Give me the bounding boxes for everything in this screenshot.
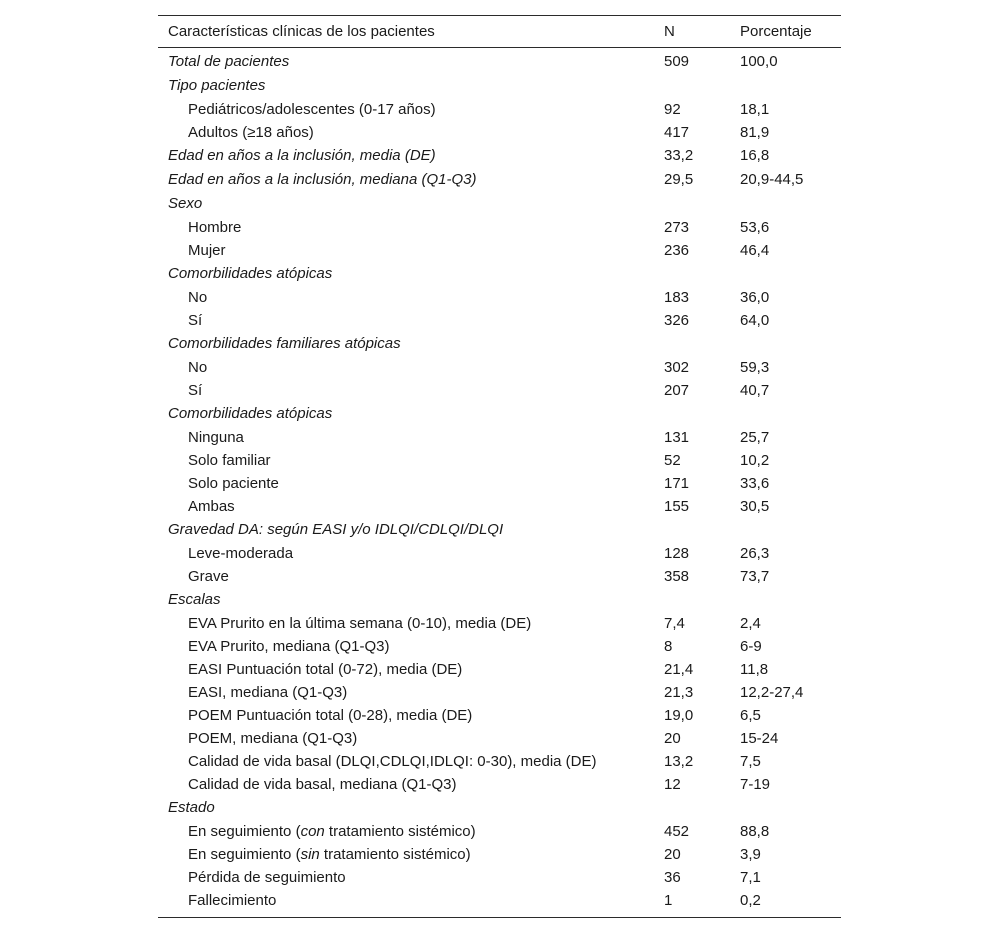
row-percentage: 7-19 [740,776,771,793]
table-row [158,449,841,472]
row-label: Leve-moderada [188,545,294,562]
row-label-part: tratamiento sistémico) [324,823,476,840]
row-label: Hombre [188,219,242,236]
row-n: 171 [664,475,690,492]
row-label: Sexo [168,195,203,212]
table-row [158,727,841,750]
row-percentage: 30,5 [740,498,770,515]
row-n: 452 [664,823,690,840]
table-row [158,542,841,565]
table-row [158,121,841,144]
row-n: 8 [664,638,673,655]
table-row [158,239,841,262]
row-n: 92 [664,101,681,118]
row-n: 326 [664,312,690,329]
row-percentage: 53,6 [740,219,770,236]
row-label: No [188,359,208,376]
row-label: Estado [168,799,215,816]
row-label: Sí [188,382,203,399]
table-row [158,773,841,796]
row-label: EVA Prurito en la última semana (0-10), media (DE) [188,615,532,632]
row-label: Edad en años a la inclusión, media (DE) [168,147,436,164]
table-row [158,495,841,518]
row-label: Fallecimiento [188,892,277,909]
row-n: 13,2 [664,753,694,770]
table-row [158,843,841,866]
row-n: 7,4 [664,615,685,632]
row-label: Comorbilidades atópicas [168,265,333,282]
table-row [158,356,841,379]
table-section-row [158,74,841,98]
table-row [158,820,841,843]
row-percentage: 64,0 [740,312,770,329]
table-row [158,866,841,889]
row-label: Escalas [168,591,221,608]
table-row [158,309,841,332]
row-percentage: 20,9-44,5 [740,171,804,188]
row-label: EASI Puntuación total (0-72), media (DE) [188,661,463,678]
row-n: 33,2 [664,147,694,164]
table-bottom-rule [158,917,841,918]
row-label: Total de pacientes [168,53,290,70]
table-row [158,286,841,309]
header-n: N [664,23,675,40]
row-label: POEM, mediana (Q1-Q3) [188,730,358,747]
row-n: 509 [664,53,690,70]
row-percentage: 59,3 [740,359,770,376]
row-percentage: 73,7 [740,568,770,585]
row-n: 131 [664,429,690,446]
row-label: Tipo pacientes [168,77,266,94]
row-label: Pediátricos/adolescentes (0-17 años) [188,101,436,118]
table-section-row [158,588,841,612]
row-label [158,820,664,843]
row-label: Grave [188,568,229,585]
row-label-part: sin [300,846,320,863]
row-label-part: con [300,823,325,840]
row-label: Edad en años a la inclusión, mediana (Q1-Q3) [168,171,477,188]
row-label: Adultos (≥18 años) [188,124,314,141]
row-n: 1 [664,892,673,909]
row-label-part: En seguimiento ( [188,846,301,863]
table-section-row [158,518,841,542]
row-percentage: 6-9 [740,638,762,655]
row-n: 236 [664,242,690,259]
row-n: 207 [664,382,690,399]
table-section-row [158,796,841,820]
row-percentage: 16,8 [740,147,770,164]
row-n: 19,0 [664,707,694,724]
row-label: Solo paciente [188,475,279,492]
table-row [158,216,841,239]
row-percentage: 2,4 [740,615,761,632]
row-label: Ninguna [188,429,244,446]
table-row [158,472,841,495]
row-n: 21,3 [664,684,694,701]
row-label: Ambas [188,498,235,515]
row-label: EASI, mediana (Q1-Q3) [188,684,348,701]
table-section-row [158,192,841,216]
row-n: 36 [664,869,681,886]
row-n: 52 [664,452,681,469]
row-n: 20 [664,846,681,863]
row-label: Solo familiar [188,452,271,469]
row-percentage: 15-24 [740,730,779,747]
row-label: EVA Prurito, mediana (Q1-Q3) [188,638,390,655]
row-percentage: 88,8 [740,823,770,840]
row-percentage: 18,1 [740,101,770,118]
table-section-row [158,50,841,74]
row-label-part: En seguimiento ( [188,823,301,840]
table-row [158,704,841,727]
table-section-row [158,402,841,426]
row-label: Pérdida de seguimiento [188,869,346,886]
row-label: Comorbilidades atópicas [168,405,333,422]
table-row [158,426,841,449]
row-percentage: 81,9 [740,124,770,141]
table-section-row [158,168,841,192]
row-n: 273 [664,219,690,236]
row-n: 29,5 [664,171,694,188]
row-n: 21,4 [664,661,694,678]
row-label: Calidad de vida basal, mediana (Q1-Q3) [188,776,457,793]
row-n: 128 [664,545,690,562]
row-percentage: 3,9 [740,846,761,863]
row-percentage: 0,2 [740,892,761,909]
table-section-row [158,332,841,356]
table-section-row [158,144,841,168]
row-n: 358 [664,568,690,585]
row-label: Calidad de vida basal (DLQI,CDLQI,IDLQI: 0-30), media (DE) [188,753,597,770]
row-label: Mujer [188,242,226,259]
row-n: 417 [664,124,690,141]
row-percentage: 100,0 [740,53,778,70]
table-row [158,379,841,402]
row-percentage: 7,1 [740,869,761,886]
row-n: 12 [664,776,681,793]
table-row [158,750,841,773]
row-label: Gravedad DA: según EASI y/o IDLQI/CDLQI/DLQI [168,521,504,538]
row-percentage: 12,2-27,4 [740,684,804,701]
row-percentage: 10,2 [740,452,770,469]
row-n: 20 [664,730,681,747]
row-label: Comorbilidades familiares atópicas [168,335,401,352]
row-label: Sí [188,312,203,329]
row-n: 155 [664,498,690,515]
row-percentage: 26,3 [740,545,770,562]
table-body [158,48,841,917]
header-percentage: Porcentaje [740,23,812,40]
table-section-row [158,262,841,286]
table-row [158,98,841,121]
header-characteristics: Características clínicas de los pacientes [168,23,435,40]
patient-characteristics-table [158,15,841,918]
row-percentage: 40,7 [740,382,770,399]
row-percentage: 6,5 [740,707,761,724]
row-percentage: 11,8 [740,661,769,678]
row-percentage: 25,7 [740,429,770,446]
row-percentage: 46,4 [740,242,770,259]
row-percentage: 33,6 [740,475,770,492]
row-n: 302 [664,359,690,376]
table-row [158,889,841,912]
row-percentage: 7,5 [740,753,761,770]
row-label-part: tratamiento sistémico) [319,846,471,863]
table-row [158,658,841,681]
row-label: No [188,289,208,306]
table-row [158,635,841,658]
table-row [158,565,841,588]
row-percentage: 36,0 [740,289,770,306]
row-n: 183 [664,289,690,306]
table-header-row [158,16,841,47]
table-row [158,612,841,635]
row-label [158,843,664,866]
row-label: POEM Puntuación total (0-28), media (DE) [188,707,473,724]
table-row [158,681,841,704]
